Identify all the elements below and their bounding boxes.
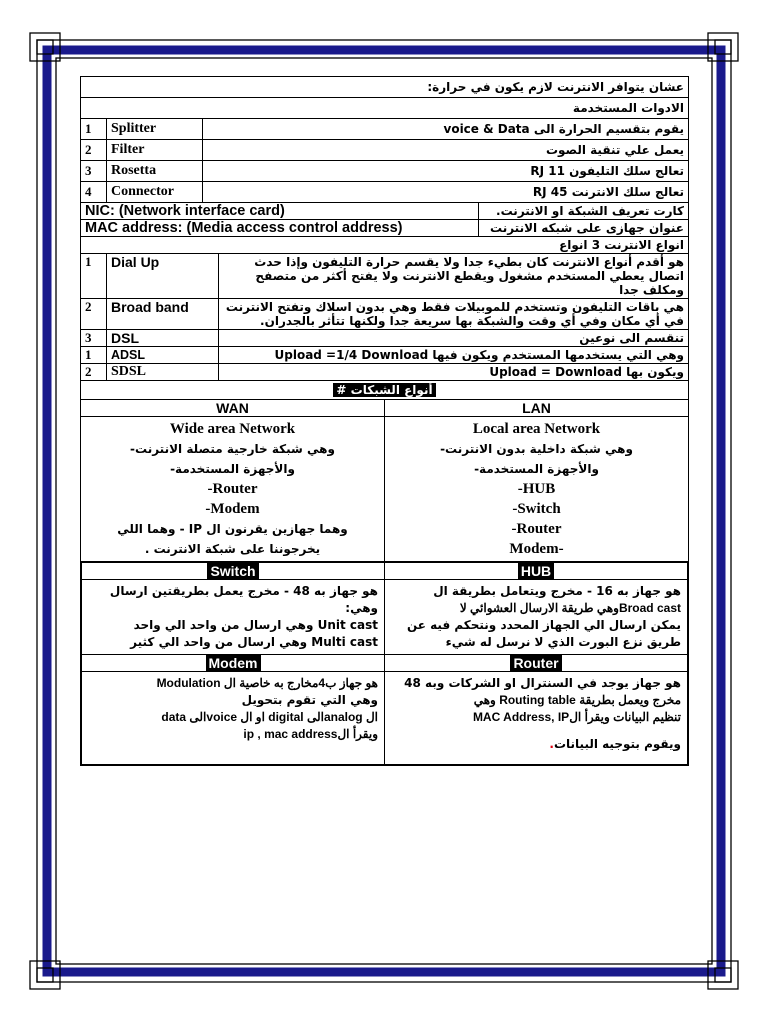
internet-types-heading-row bbox=[81, 237, 689, 254]
modem-line: ويقرأ الip , mac address bbox=[243, 727, 378, 741]
definition-description: كارت تعريف الشبكة او الانترنت. bbox=[479, 203, 689, 220]
definitions-table bbox=[80, 202, 689, 237]
wan-line: وهي شبكة خارجية متصلة الانترنت- bbox=[130, 442, 335, 456]
type-description: ويكون بها Upload = Download bbox=[219, 364, 689, 381]
router-line: ويقوم بتوجيه البيانات bbox=[553, 737, 681, 751]
tool-number: 2 bbox=[81, 140, 107, 161]
lan-device: -Router bbox=[511, 521, 562, 537]
internet-type-row bbox=[81, 364, 689, 381]
type-number: 3 bbox=[81, 330, 107, 347]
modem-description bbox=[81, 672, 385, 766]
internet-types-table bbox=[80, 236, 689, 381]
modem-line: هو جهاز ب4مخارج به خاصية ال Modulation bbox=[156, 676, 378, 690]
tool-description: يعمل علي تنقية الصوت bbox=[203, 140, 689, 161]
lan-device: -HUB bbox=[517, 481, 556, 497]
type-description: تنقسم الى نوعين bbox=[219, 330, 689, 347]
type-name: SDSL bbox=[107, 364, 219, 381]
tool-number: 1 bbox=[81, 119, 107, 140]
type-name: DSL bbox=[107, 330, 219, 347]
tools-heading-row bbox=[81, 98, 689, 119]
hub-line: يمكن ارسال الي الجهاز المحدد ونتحكم فيه عن bbox=[406, 618, 681, 632]
type-name: Dial Up bbox=[107, 254, 219, 299]
switch-description bbox=[81, 580, 385, 655]
network-titles-row bbox=[81, 400, 689, 417]
router-line: مخرج ويعمل بطريقة Routing table وهي bbox=[473, 693, 681, 707]
modem-title: Modem bbox=[206, 655, 261, 671]
tools-table bbox=[80, 76, 689, 203]
tool-row bbox=[81, 161, 689, 182]
tool-name: Filter bbox=[107, 140, 203, 161]
switch-title: Switch bbox=[207, 563, 258, 579]
wan-title: WAN bbox=[81, 400, 385, 417]
type-description: وهي التي يستخدمها المستخدم ويكون فيها Upload =1/4 Download bbox=[219, 347, 689, 364]
type-description: هو أقدم أنواع الانترنت كان بطيء جدا ولا يقسم حرارة التليفون وإذا حدث اتصال يعطي المستخدم مشغول ويقطع الانترنت ولا يفتح أكثر من متصفح ومكلف جدا bbox=[219, 254, 689, 299]
tool-name: Connector bbox=[107, 182, 203, 203]
switch-line: هو جهاز به 48 - مخرج يعمل بطريقتين ارسال bbox=[109, 584, 378, 598]
switch-line: Multi cast وهي ارسال من واحد الي كثير bbox=[130, 635, 378, 649]
modem-line: وهي التي تقوم بتحويل bbox=[241, 693, 378, 707]
hub-line: Broad castوهي طريقة الارسال العشوائي لا bbox=[459, 601, 681, 615]
internet-type-row bbox=[81, 299, 689, 330]
type-number: 1 bbox=[81, 254, 107, 299]
type-description: هي باقات التليفون وتستخدم للموبيلات فقط وهي بدون اسلاك وتفتح الانترنت في أي مكان وفي أي وقت والشبكة بها سريعة جدا ولكنها تتأثر بالجدران. bbox=[219, 299, 689, 330]
tools-heading: الادوات المستخدمة bbox=[81, 98, 689, 119]
type-number: 2 bbox=[81, 364, 107, 381]
wan-line: وهما جهازين يقرنون ال IP - وهما اللي bbox=[117, 522, 348, 536]
internet-type-row bbox=[81, 254, 689, 299]
internet-type-row bbox=[81, 330, 689, 347]
lan-device: Modem- bbox=[509, 541, 564, 557]
definition-term: NIC: (Network interface card) bbox=[81, 203, 479, 220]
lan-full-name: Local area Network bbox=[472, 421, 601, 437]
tool-number: 4 bbox=[81, 182, 107, 203]
type-number: 2 bbox=[81, 299, 107, 330]
internet-types-heading: انواع الانترنت 3 انواع bbox=[81, 237, 689, 254]
tool-description: تعالج سلك التليفون RJ 11 bbox=[203, 161, 689, 182]
switch-line: وهي: bbox=[345, 601, 378, 615]
type-name: Broad band bbox=[107, 299, 219, 330]
tool-name: Splitter bbox=[107, 119, 203, 140]
devices-body-row bbox=[81, 672, 688, 766]
tool-description: يقوم بتقسيم الحرارة الى voice & Data bbox=[203, 119, 689, 140]
lan-device: -Switch bbox=[512, 501, 561, 517]
network-details-row bbox=[81, 417, 689, 562]
wan-details bbox=[81, 417, 385, 562]
internet-type-row bbox=[81, 347, 689, 364]
lan-line: والأجهزة المستخدمة- bbox=[474, 462, 599, 476]
hub-line: هو جهاز به 16 - مخرج ويتعامل بطريقة ال bbox=[433, 584, 681, 598]
tool-row bbox=[81, 140, 689, 161]
tool-row bbox=[81, 182, 689, 203]
wan-device: -Router bbox=[207, 481, 258, 497]
switch-line: Unit cast وهي ارسال من واحد الي واحد bbox=[133, 618, 378, 632]
hub-title: HUB bbox=[518, 563, 554, 579]
definition-row bbox=[81, 203, 689, 220]
devices-title-row bbox=[81, 655, 688, 672]
networks-heading: # أنواع الشبكات bbox=[333, 383, 435, 397]
tool-number: 3 bbox=[81, 161, 107, 182]
tool-row bbox=[81, 119, 689, 140]
definition-term: MAC address: (Media access control address) bbox=[81, 220, 479, 237]
document-body bbox=[80, 76, 689, 766]
router-title: Router bbox=[510, 655, 561, 671]
networks-heading-row bbox=[81, 381, 689, 400]
router-last-line bbox=[391, 736, 681, 753]
hub-line: طريق نزع البورت الذي لا نرسل له شيء bbox=[445, 635, 681, 649]
lan-details bbox=[385, 417, 689, 562]
definition-row bbox=[81, 220, 689, 237]
type-number: 1 bbox=[81, 347, 107, 364]
wan-line: يخرجوننا على شبكة الانترنت . bbox=[144, 542, 321, 556]
router-description bbox=[385, 672, 689, 766]
devices-body-row bbox=[81, 580, 688, 655]
intro-row bbox=[81, 77, 689, 98]
modem-line: ال analogالى digital او ال voiceالى data bbox=[161, 710, 378, 724]
lan-title: LAN bbox=[385, 400, 689, 417]
wan-device: -Modem bbox=[205, 501, 260, 517]
intro-title: عشان يتوافر الانترنت لازم يكون في حرارة: bbox=[81, 77, 689, 98]
tool-description: تعالج سلك الانترنت RJ 45 bbox=[203, 182, 689, 203]
devices-title-row bbox=[81, 562, 688, 580]
definition-description: عنوان جهازى على شبكه الانترنت bbox=[479, 220, 689, 237]
router-line: تنظيم البيانات ويقرأ الMAC Address, IP bbox=[472, 710, 681, 724]
red-period: . bbox=[549, 737, 554, 751]
lan-line: وهي شبكة داخلية بدون الانترنت- bbox=[440, 442, 633, 456]
hub-description bbox=[385, 580, 689, 655]
type-name: ADSL bbox=[107, 347, 219, 364]
tool-name: Rosetta bbox=[107, 161, 203, 182]
wan-full-name: Wide area Network bbox=[169, 421, 296, 437]
router-line: هو جهاز يوجد في السنترال او الشركات وبه 48 bbox=[404, 676, 681, 690]
networks-table bbox=[80, 380, 689, 562]
wan-line: والأجهزة المستخدمة- bbox=[170, 462, 295, 476]
devices-table bbox=[80, 561, 689, 766]
